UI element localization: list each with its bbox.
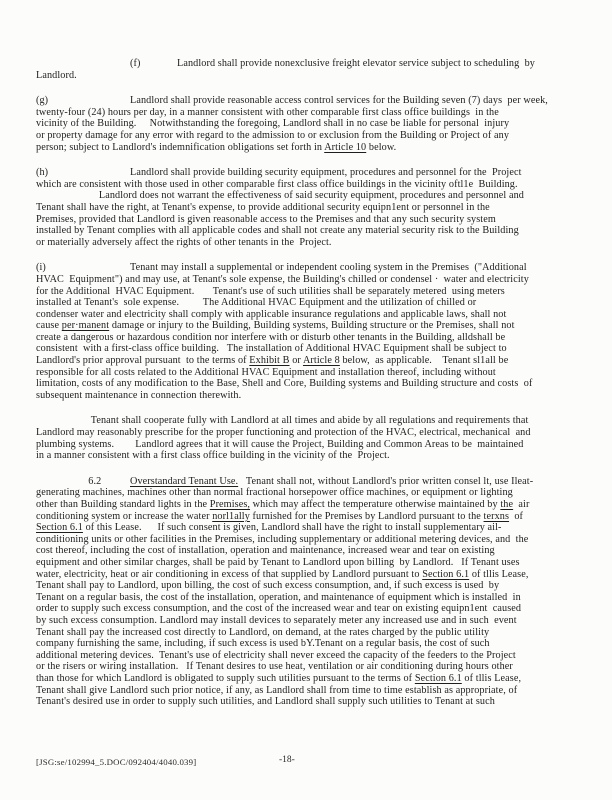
text-line: installed by Tenant complies with all applicable codes and shall not create any material security risk to the Building <box>36 225 519 237</box>
text-line: create a dangerous or hazardous condition nor interfere with or disturb other tenants in the Building, alldshall be <box>36 331 506 343</box>
underlined-text: terxns <box>483 510 510 522</box>
text-line: than those for which Landlord is obligated to supply such utilities pursuant to the terms of Section 6.1 of tllis Lease, <box>36 672 522 684</box>
text-line: or property damage for any error with regard to the admission to or exclusion from the Building or Project of any <box>36 129 510 141</box>
text-line: Tenant on a regular basis, the cost of the installation, operation, and maintenance of equipment which is installed in <box>36 591 521 603</box>
text-line: twenty-four (24) hours per day, in a manner consistent with other comparable first class office buildings in the <box>36 106 499 118</box>
text-line: plumbing systems. Landlord agrees that it will cause the Project, Building and Common Areas to be maintained <box>36 438 524 450</box>
paragraph-f <box>36 58 586 81</box>
text-line: condenser water and electricity shall comply with applicable insurance regulations and applicable laws, shall not <box>36 308 507 320</box>
text-line: consistent with a first-class office building. The installation of Additional HVAC Equipment shall be subject to <box>36 343 507 355</box>
text-line: (i) Tenant may install a supplemental or independent cooling system in the Premises ("Additional <box>36 262 527 274</box>
text-line: cost thereof, including the cost of installation, operation and maintenance, increased wear and tear on existing <box>36 545 495 557</box>
text-line: Tenant shall pay to Landlord, upon billing, the cost of such excess consumption, and, if such excess is used by <box>36 580 500 592</box>
text-line: subsequent maintenance in connection therewith. <box>36 389 242 401</box>
underlined-text: Overstandard Tenant Use. <box>130 475 239 487</box>
underlined-text: Article 10 <box>324 141 367 153</box>
text-line: (h) Landlord shall provide building security equipment, procedures and personnel for the Project <box>36 167 522 179</box>
text-line: (g) Landlord shall provide reasonable access control services for the Building seven (7) days per week, <box>36 95 548 107</box>
text-line: for the Additional HVAC Equipment. Tenant's use of such utilities shall be separately metered using meters <box>36 285 505 297</box>
text-line: equipment and other similar charges, shall be paid by Tenant to Landlord upon billing by Landlord. If Tenant uses <box>36 556 520 568</box>
underlined-text: Article 8 <box>302 355 340 367</box>
paragraph-6-2-overstandard-tenant-use <box>36 476 586 708</box>
text-line: conditioning units or other facilities in the Premises, including supplementary or additional metering devices, and the <box>36 533 529 545</box>
underlined-text: Section 6.1 <box>422 568 470 580</box>
text-line: other than Building standard lights in the Premises, which may affect the temperature otherwise maintained by the air <box>36 499 530 510</box>
text-line: Tenant shall cooperate fully with Landlord at all times and abide by all regulations and requirements that <box>36 415 529 427</box>
paragraph-g <box>36 95 586 153</box>
text-line: Landlord. <box>36 69 77 81</box>
underlined-text: Section 6.1 <box>36 522 83 534</box>
text-line: generating machines, machines other than normal fractional horsepower office machines, or equipment or lighting <box>36 487 513 499</box>
text-line: HVAC Equipment") and may use, at Tenant's sole expense, the Building's chilled or condensel · water and electricity <box>36 273 529 285</box>
text-line: responsible for all costs related to the Additional HVAC Equipment and installation thereof, including without <box>36 366 496 378</box>
text-line: limitation, costs of any modification to the Base, Shell and Core, Building systems and Building structure and costs of <box>36 378 533 390</box>
text-line: vicinity of the Building. Notwithstanding the foregoing, Landlord shall in no case be liable for personal injury <box>36 118 510 130</box>
underlined-text: Premises, <box>209 499 251 510</box>
text-line: by such excess consumption. Landlord may install devices to separately meter any increased use and in such event <box>36 614 517 626</box>
text-line: 6.2 Overstandard Tenant Use. Tenant shall not, without Landlord's prior written consel lt, use Ileat- <box>36 475 534 487</box>
text-line: Tenant's desired use in order to supply such utilities, and Landlord shall supply such utilities to Tenant at such <box>36 696 495 708</box>
text-line: Tenant shall give Landlord such prior notice, if any, as Landlord shall from time to time establish as appropriate, of <box>36 684 518 696</box>
text-line: company furnishing the same, including, if such excess is used bY.Tenant on a regular basis, the cost of such <box>36 638 490 650</box>
underlined-text: Exhibit B <box>249 355 290 367</box>
underlined-text: Section 6.1 <box>414 672 462 684</box>
underlined-text: the <box>500 499 514 510</box>
document-reference: [JSG:se/102994_5.DOC/092404/4040.039] <box>36 757 197 767</box>
text-line: or the risers or wiring installation. If Tenant desires to use heat, ventilation or air conditioning during hours other <box>36 661 513 673</box>
paragraph-h <box>36 167 586 248</box>
text-line: water, electricity, heat or air conditioning in excess of that supplied by Landlord pursuant to Section 6.1 of tllis Lease, <box>36 568 529 580</box>
text-line: or materially adversely affect the rights of other tenants in the Project. <box>36 236 332 248</box>
text-line: Landlord does not warrant the effectiveness of said security equipment, procedures and personnel and <box>36 190 524 202</box>
text-line: (f) Landlord shall provide nonexclusive freight elevator service subject to scheduling by <box>36 58 535 69</box>
text-line: installed at Tenant's sole expense. The Additional HVAC Equipment and the utilization of chilled or <box>36 297 477 309</box>
text-line: in a manner consistent with a first class office building in the vicinity of the Project. <box>36 450 390 462</box>
text-line: Tenant shall pay the increased cost directly to Landlord, on demand, at the rates charged by the public utility <box>36 626 490 638</box>
text-line: Tenant shall have the right, at Tenant's expense, to provide additional security equipn1ent or personnel in the <box>36 201 490 213</box>
page-number: -18- <box>279 755 295 765</box>
text-line: Section 6.1 of this Lease. If such consent is given, Landlord shall have the right to install supplementary ail- <box>36 522 502 534</box>
text-line: order to supply such excess consumption, and the cost of the increased wear and tear on existing equipn1ent caused <box>36 603 522 615</box>
underlined-text: norl1ally <box>212 510 250 522</box>
paragraph-i <box>36 262 586 401</box>
text-line: person; subject to Landlord's indemnification obligations set forth in Article 10 below. <box>36 141 397 153</box>
underlined-text: per·manent <box>61 320 110 332</box>
text-line: which are consistent with those used in other comparable first class office buildings in the vicinity oftl1e Building. <box>36 178 518 190</box>
text-line: additional metering devices. Tenant's use of electricity shall never exceed the capacity of the feeders to the Project <box>36 649 516 661</box>
text-line: Landlord's prior approval pursuant to the terms of Exhibit B or Article 8 below, as applicable. Tenant sl1all be <box>36 355 509 367</box>
text-line: conditioning system or increase the water norl1ally furnished for the Premises by Landlord pursuant to the terxns of <box>36 510 524 522</box>
text-line: cause per·manent damage or injury to the Building, Building systems, Building structure or the Premises, shall not <box>36 320 515 332</box>
page-footer <box>36 757 586 767</box>
text-line: Landlord may reasonably prescribe for the proper functioning and protection of the HVAC, electrical, mechanical and <box>36 427 531 439</box>
paragraph-cooperate <box>36 415 586 461</box>
document-body <box>36 58 586 708</box>
text-line: Premises, provided that Landlord is given reasonable access to the Premises and that any such security system <box>36 213 496 225</box>
